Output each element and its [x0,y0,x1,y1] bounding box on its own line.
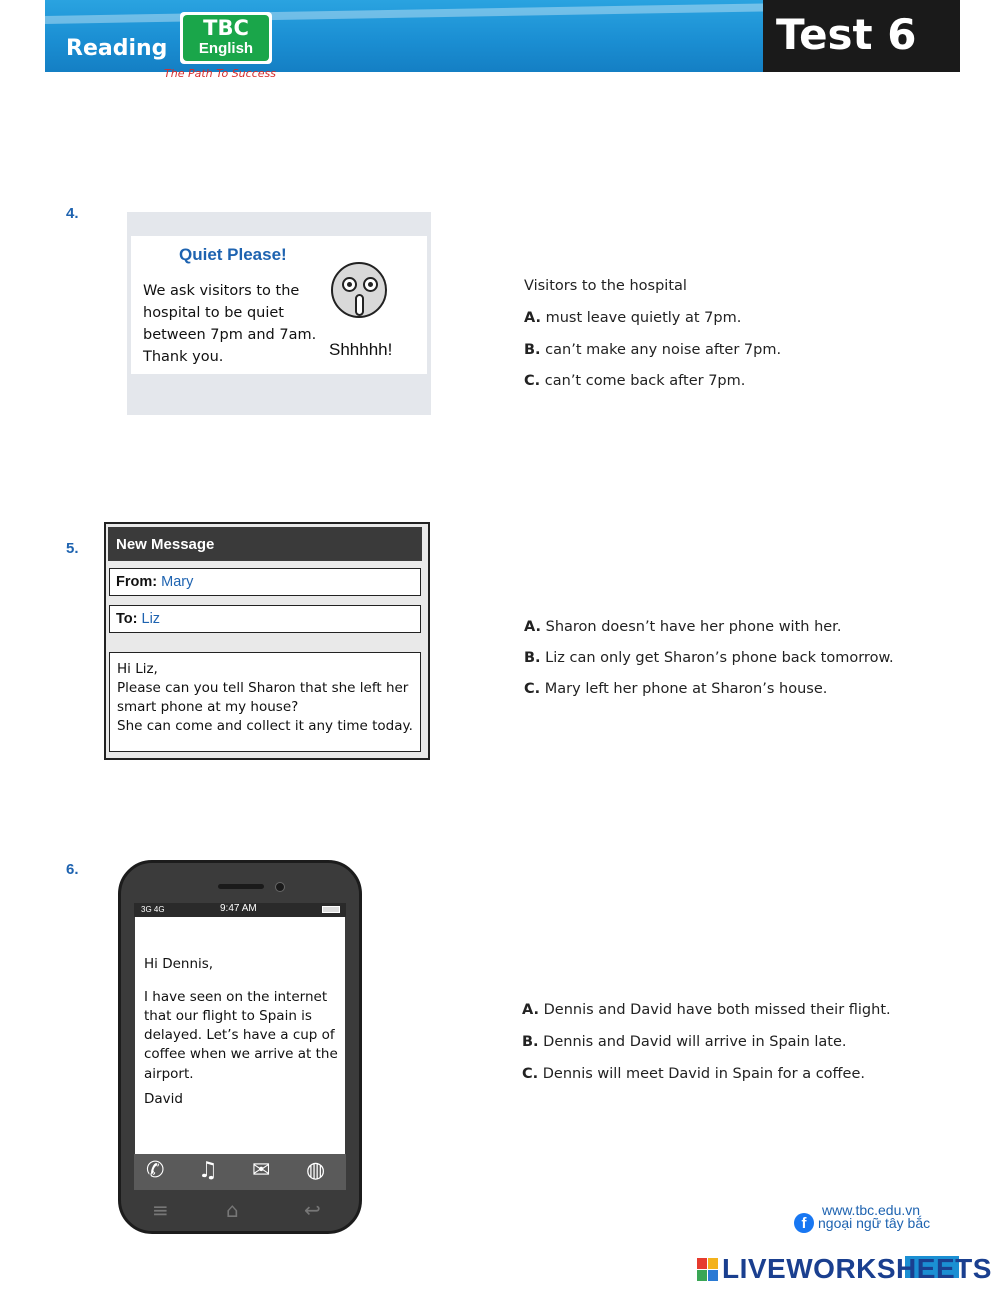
from-line: From: Mary [116,574,194,590]
music-icon: ♫ [198,1158,218,1183]
answer-option-b[interactable]: B. Liz can only get Sharon’s phone back tomorrow. [524,650,894,666]
message-header-title: New Message [116,536,215,553]
answer-option-b[interactable]: B. can’t make any noise after 7pm. [524,342,782,358]
answer-option-b[interactable]: B. Dennis and David will arrive in Spain late. [522,1034,847,1050]
notice-line: hospital to be quiet [143,305,284,321]
answer-option-a[interactable]: A. Sharon doesn’t have her phone with her. [524,619,842,635]
answer-option-c[interactable]: C. Mary left her phone at Sharon’s house. [524,681,828,697]
logo-line1: TBC [203,16,249,40]
liveworksheets-logo-icon [697,1258,719,1282]
notice-title: Quiet Please! [179,245,287,264]
to-line: To: Liz [116,611,161,627]
answer-option-a[interactable]: A. Dennis and David have both missed their flight. [522,1002,891,1018]
logo-tagline: The Path To Success [164,67,276,80]
logo-line2: English [198,40,254,57]
sms-line: delayed. Let’s have a cup of [144,1027,335,1043]
answer-option-c[interactable]: C. can’t come back after 7pm. [524,373,746,389]
facebook-icon: f [794,1213,814,1233]
phone-speaker [218,884,264,889]
question-stem: Visitors to the hospital [524,278,687,294]
sms-line: I have seen on the internet [144,989,328,1005]
question-number-5: 5. [66,540,79,557]
sms-line: that our flight to Spain is [144,1008,312,1024]
notice-line: between 7pm and 7am. [143,327,317,343]
shush-text: Shhhhh! [329,340,393,359]
mail-icon: ✉ [252,1158,271,1183]
sms-line: coffee when we arrive at the [144,1046,338,1062]
phone-call-icon: ✆ [146,1158,165,1183]
phone-time: 9:47 AM [220,903,257,914]
sms-signature: David [144,1091,183,1107]
message-line: She can come and collect it any time today. [117,718,413,734]
phone-camera-icon [275,882,285,892]
signal-icon: 3G 4G [141,905,165,914]
message-line: Please can you tell Sharon that she left her [117,680,409,696]
shush-face-icon [331,262,387,318]
liveworksheets-watermark: LIVEWORKSHEETS [722,1253,992,1284]
website-link[interactable]: www.tbc.edu.vn [822,1202,921,1218]
sms-line: airport. [144,1066,194,1082]
test-title: Test 6 [776,10,917,59]
question-number-6: 6. [66,861,79,878]
question-number-4: 4. [66,205,79,222]
notice-line: Thank you. [143,349,224,365]
message-line: smart phone at my house? [117,699,299,715]
back-icon: ↩ [304,1198,321,1222]
globe-icon: ◍ [306,1158,326,1183]
tbc-logo [180,12,272,64]
answer-option-c[interactable]: C. Dennis will meet David in Spain for a coffee. [522,1066,865,1082]
facebook-page-name[interactable]: ngoại ngữ tây bắc [818,1215,931,1231]
menu-icon: ≡ [152,1198,169,1222]
sms-greeting: Hi Dennis, [144,956,214,972]
home-icon: ⌂ [226,1198,239,1222]
notice-line: We ask visitors to the [143,283,300,299]
section-label: Reading [66,36,168,61]
answer-option-a[interactable]: A. must leave quietly at 7pm. [524,310,742,326]
message-line: Hi Liz, [117,661,158,677]
battery-icon [322,906,340,913]
